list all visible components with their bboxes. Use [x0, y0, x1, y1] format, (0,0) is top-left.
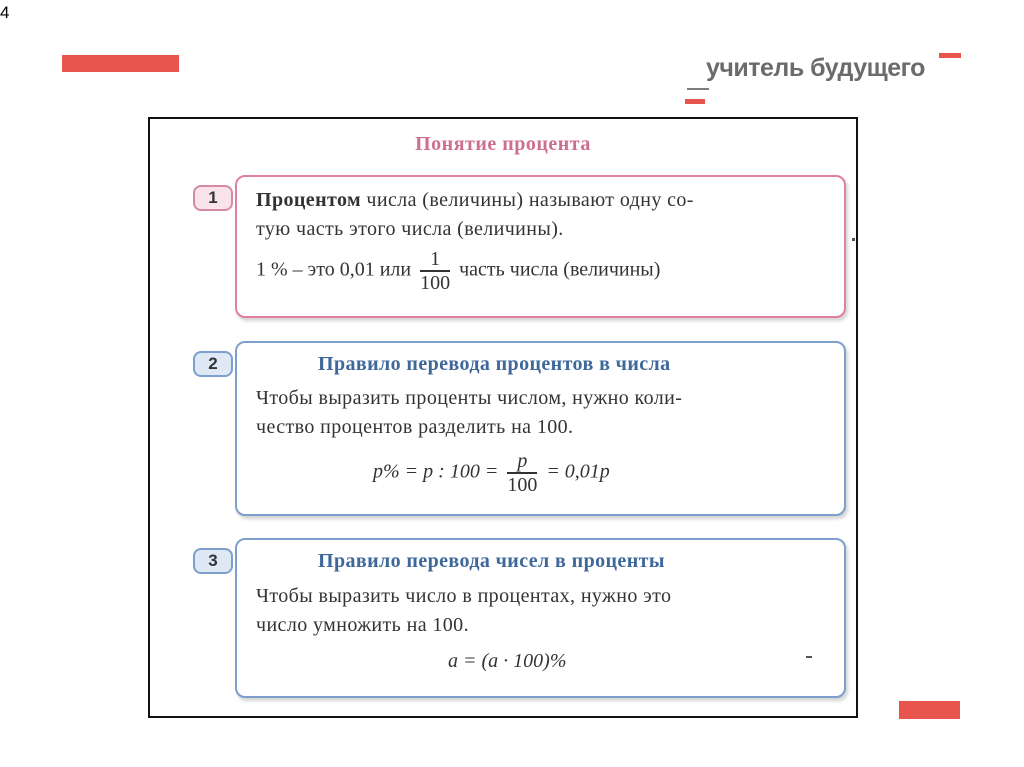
rule-2-title: Правило перевода процентов в числа	[318, 353, 671, 375]
fraction-denominator: 100	[507, 474, 538, 496]
rule-3-formula: a = (a · 100)%	[448, 650, 567, 672]
rule-3-title: Правило перевода чисел в проценты	[318, 550, 665, 572]
definition-formula-prefix: 1 % – это 0,01 или	[256, 258, 412, 281]
definition-line-1-rest: числа (величины) называют одну со-	[361, 189, 694, 211]
scan-speck	[806, 656, 812, 658]
fraction-denominator: 100	[420, 272, 451, 294]
definition-formula-suffix: часть числа (величины)	[459, 258, 661, 281]
block-2-badge: 2	[193, 351, 233, 377]
definition-line-2: тую часть этого числа (величины).	[256, 218, 564, 240]
logo-accent-top	[939, 53, 961, 58]
rule-3-line-2: число умножить на 100.	[256, 614, 469, 636]
rule-3-line-1: Чтобы выразить число в процентах, нужно это	[256, 585, 672, 607]
slide-number: 4	[0, 3, 10, 22]
rule-2-formula-right: = 0,01p	[546, 460, 610, 483]
definition-term: Процентом	[256, 189, 362, 211]
fraction-numerator: p	[507, 450, 537, 474]
fraction-1-100	[420, 248, 450, 294]
block-1-badge: 1	[193, 185, 233, 211]
accent-bar-top-left	[62, 55, 179, 72]
scan-speck	[852, 238, 855, 241]
logo-accent-bottom	[685, 99, 705, 104]
page-title: Понятие процента	[415, 133, 591, 155]
fraction-numerator: 1	[420, 248, 450, 272]
rule-2-line-1: Чтобы выразить проценты числом, нужно коли-	[256, 387, 683, 409]
rule-2-formula-left: p% = p : 100 =	[373, 460, 499, 483]
rule-2-formula	[373, 450, 610, 496]
logo-underline	[687, 88, 709, 90]
definition-formula	[256, 248, 660, 294]
definition-line-1	[256, 185, 694, 215]
fraction-p-100	[507, 450, 537, 496]
rule-2-line-2: чество процентов разделить на 100.	[256, 416, 574, 438]
block-3-badge: 3	[193, 548, 233, 574]
accent-bar-bottom-right	[899, 701, 960, 719]
logo: учитель будущего	[706, 54, 925, 82]
